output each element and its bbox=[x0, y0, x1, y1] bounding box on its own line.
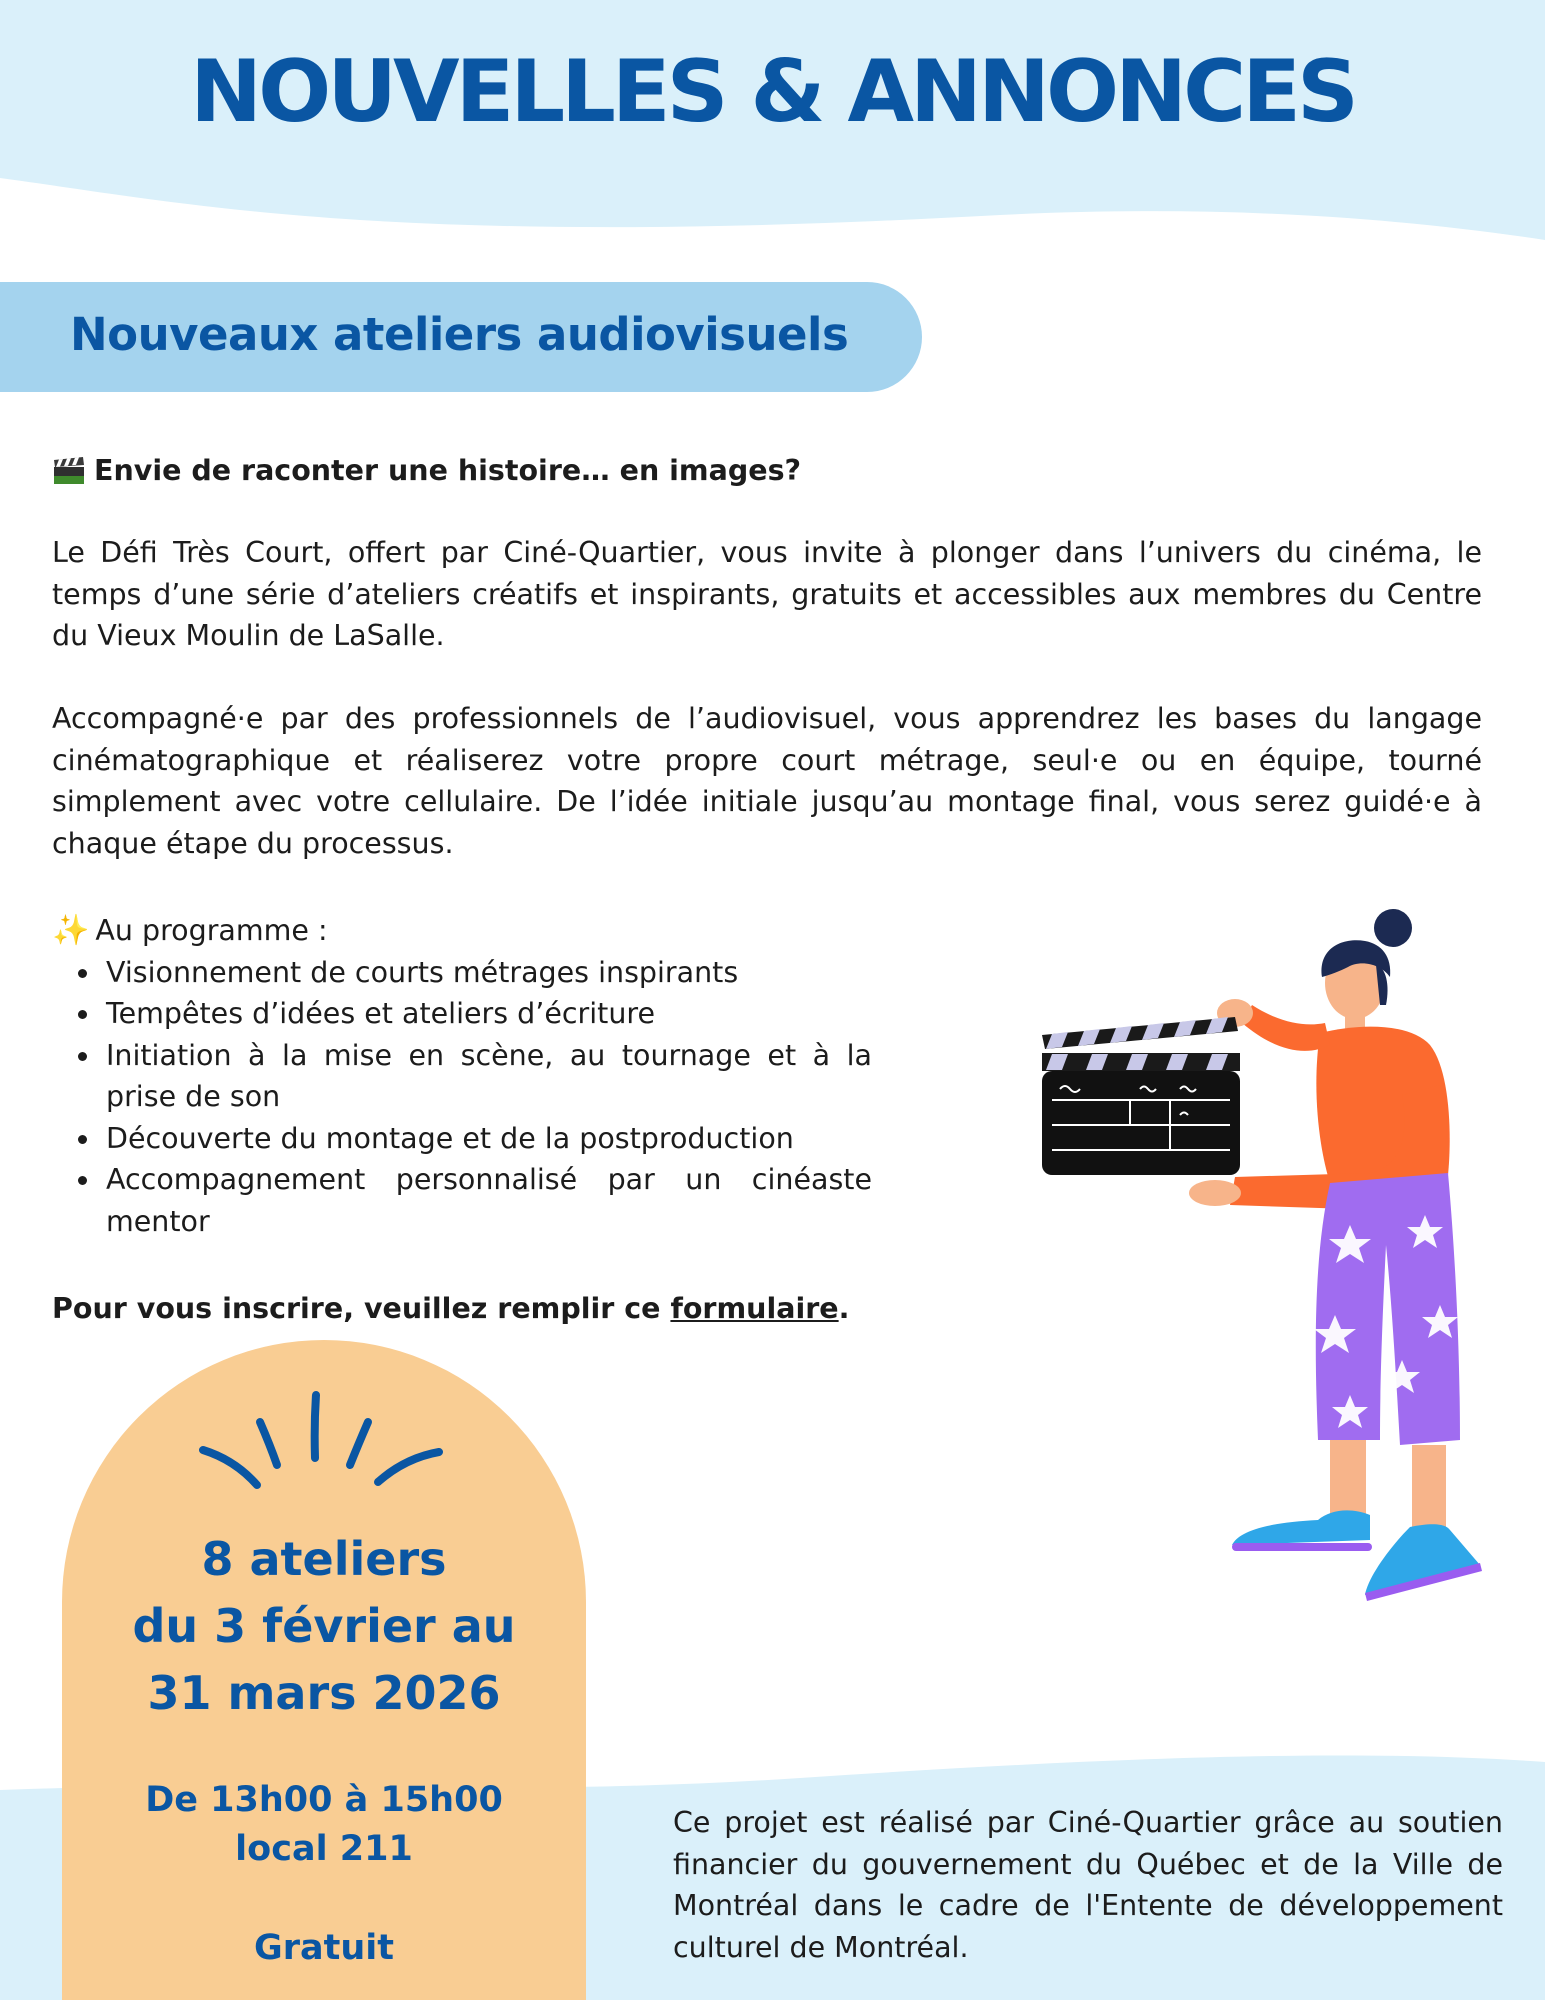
registration-end: . bbox=[838, 1292, 850, 1325]
intro-text: Envie de raconter une histoire… en images? bbox=[94, 454, 802, 487]
clapper-board-icon bbox=[52, 456, 86, 486]
event-room: local 211 bbox=[235, 1829, 413, 1869]
section-title: Nouveaux ateliers audiovisuels bbox=[70, 308, 849, 361]
program-item: • Initiation à la mise en scène, au tournage et à la prise de son bbox=[102, 1035, 872, 1118]
event-date-end: 31 mars 2026 bbox=[147, 1666, 501, 1720]
registration-form-link[interactable]: formulaire bbox=[670, 1292, 839, 1325]
event-date-start: du 3 février au bbox=[132, 1599, 516, 1653]
program-section bbox=[52, 910, 872, 1242]
program-item: • Accompagnement personnalisé par un cinéaste mentor bbox=[102, 1159, 872, 1242]
article-intro bbox=[52, 450, 1482, 492]
article-paragraph-1: Le Défi Très Court, offert par Ciné-Quartier, vous invite à plonger dans l’univers du cinéma, le temps d’une série d’ateliers créatifs et inspirants, gratuits et accessibles aux membres du Centre du Vieux Moulin de LaSalle. bbox=[52, 536, 1482, 652]
burst-lines-icon bbox=[195, 1390, 455, 1510]
filmmaker-illustration bbox=[1030, 905, 1490, 1685]
event-workshop-count: 8 ateliers bbox=[201, 1532, 447, 1586]
program-heading bbox=[52, 910, 872, 952]
clapperboard-icon bbox=[1042, 1017, 1240, 1175]
event-schedule bbox=[62, 1776, 586, 1874]
event-time: De 13h00 à 15h00 bbox=[145, 1780, 503, 1820]
registration-text: Pour vous inscrire, veuillez remplir ce bbox=[52, 1292, 671, 1325]
sparkles-icon: ✨ bbox=[52, 913, 90, 948]
page-title: NOUVELLES & ANNONCES bbox=[190, 42, 1355, 142]
event-dates bbox=[62, 1526, 586, 1727]
program-item: • Visionnement de courts métrages inspirants bbox=[102, 952, 872, 994]
article-paragraph-2: Accompagné·e par des professionnels de l’audiovisuel, vous apprendrez les bases du langage cinématographique et réaliserez votre propre court métrage, seul·e ou en équipe, tourné simplement avec votre cellulaire. De l’idée initiale jusqu’au montage final, vous serez guidé·e à chaque étape du processus. bbox=[52, 702, 1482, 860]
program-item: • Découverte du montage et de la postproduction bbox=[102, 1118, 872, 1160]
program-heading-text: Au programme : bbox=[95, 914, 328, 947]
section-heading-pill bbox=[0, 282, 922, 392]
funding-notice: Ce projet est réalisé par Ciné-Quartier grâce au soutien financier du gouvernement du Québec et de la Ville de Montréal dans le cadre de l'Entente de développement culturel de Montréal. bbox=[673, 1806, 1503, 1964]
program-item: • Tempêtes d’idées et ateliers d’écriture bbox=[102, 993, 872, 1035]
program-list bbox=[102, 952, 872, 1243]
event-price: Gratuit bbox=[254, 1928, 394, 1968]
